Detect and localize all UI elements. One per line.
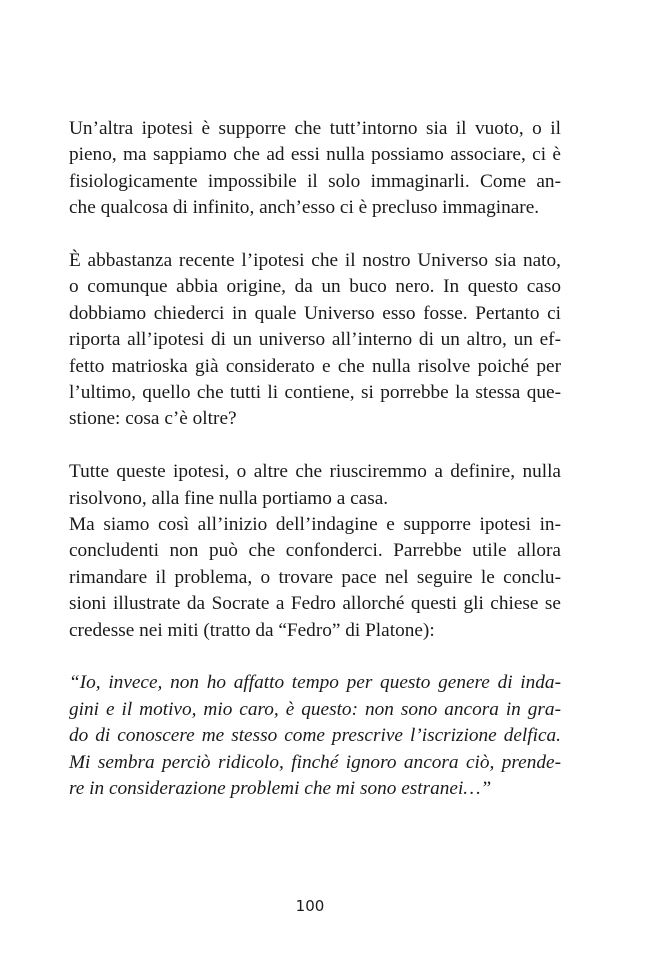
text-line: fetto matrioska già considerato e che nulla risolve poiché per [69,355,561,377]
text-line: re in considerazione problemi che mi sono estranei…” [69,778,492,800]
text-line: Ma siamo così all’inizio dell’indagine e supporre ipotesi in- [69,514,561,536]
text-line: “Io, invece, non ho affatto tempo per questo genere di inda- [69,672,561,694]
paragraph-gap [69,644,561,670]
text-line: sioni illustrate da Socrate a Fedro allorché questi gli chiese se [69,593,561,615]
text-line: risolvono, alla fine nulla portiamo a casa. [69,487,389,509]
text-line: fisiologicamente impossibile il solo immaginarli. Come an- [69,170,561,192]
text-line: gini e il motivo, mio caro, è questo: non sono ancora in gra- [69,698,561,720]
quote-paragraph [69,670,561,802]
page-number: 100 [295,897,325,915]
page-body [69,116,561,803]
text-line: stione: cosa c’è oltre? [69,408,237,430]
paragraph-1 [69,116,561,222]
text-line: che qualcosa di infinito, anch’esso ci è precluso immaginare. [69,197,540,219]
text-line: do di conoscere me stesso come prescrive l’iscrizione delfica. [69,725,561,747]
text-line: Tutte queste ipotesi, o altre che riusciremmo a definire, nulla [69,461,561,483]
text-line: riporta all’ipotesi di un universo all’interno di un altro, un ef- [69,329,561,351]
text-line: concludenti non può che confonderci. Parrebbe utile allora [69,540,561,562]
text-line: pieno, ma sappiamo che ad essi nulla possiamo associare, ci è [69,144,561,166]
text-line: credesse nei miti (tratto da “Fedro” di Platone): [69,619,435,641]
text-line: o comunque abbia origine, da un buco nero. In questo caso [69,276,561,298]
paragraph-gap [69,222,561,248]
paragraph-gap [69,433,561,459]
text-line: rimandare il problema, o trovare pace nel seguire le conclu- [69,566,561,588]
text-line: Mi sembra perciò ridicolo, finché ignoro ancora ciò, prende- [69,751,561,773]
text-line: dobbiamo chiederci in quale Universo esso fosse. Pertanto ci [69,302,561,324]
paragraph-3 [69,459,561,644]
text-line: l’ultimo, quello che tutti li contiene, si porrebbe la stessa que- [69,382,561,404]
text-line: Un’altra ipotesi è supporre che tutt’intorno sia il vuoto, o il [69,118,561,139]
text-line: È abbastanza recente l’ipotesi che il nostro Universo sia nato, [69,250,561,272]
paragraph-2 [69,248,561,433]
